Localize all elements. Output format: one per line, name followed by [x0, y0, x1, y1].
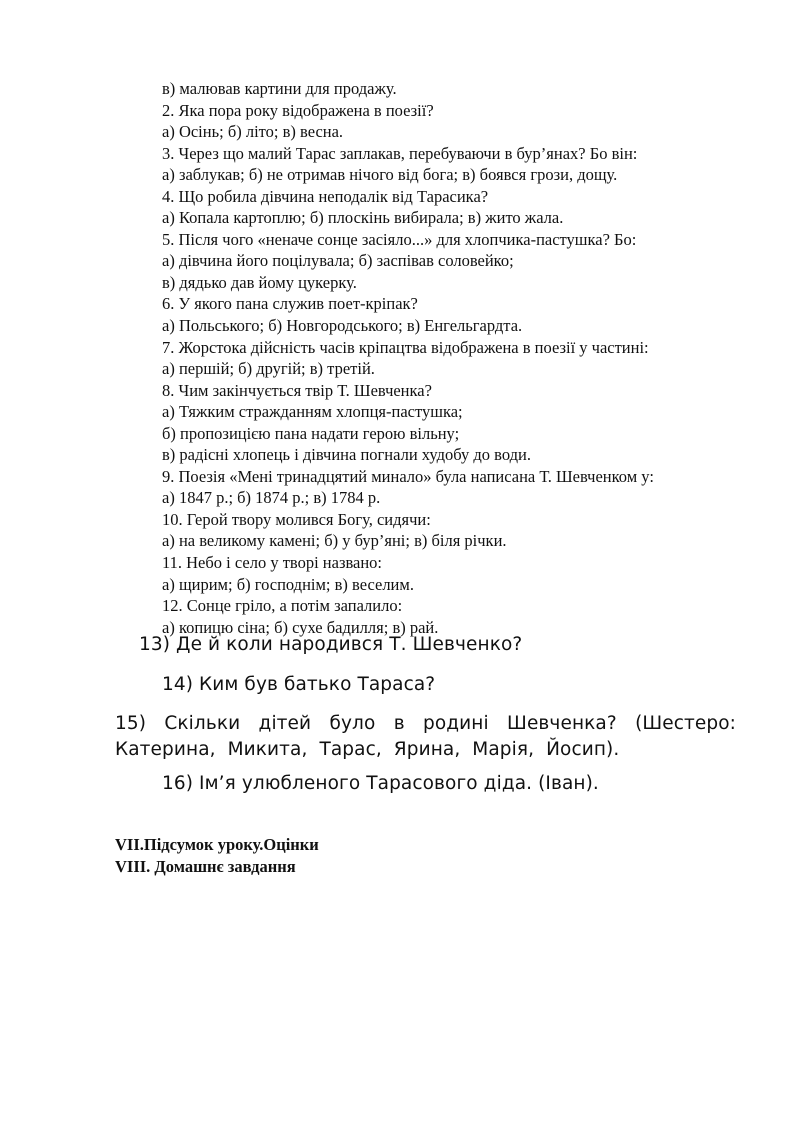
- quiz-line: 8. Чим закінчується твір Т. Шевченка?: [162, 380, 432, 400]
- quiz-line: а) Польського; б) Новгородського; в) Енгельгардта.: [162, 316, 523, 336]
- quiz-line: а) заблукав; б) не отримав нічого від бога; в) боявся грози, дощу.: [162, 165, 618, 185]
- quiz-line: 4. Що робила дівчина неподалік від Тарасика?: [162, 186, 489, 206]
- quiz-line: 6. У якого пана служив поет-кріпак?: [162, 294, 418, 314]
- quiz-line: а) Тяжким стражданням хлопця-пастушка;: [162, 402, 463, 422]
- quiz-list: [162, 78, 762, 638]
- question-15: 15) Скільки дітей було в родині Шевченка? (Шестеро: Катерина, Микита, Тарас, Ярина, Марія, Йосип).: [115, 713, 736, 760]
- question-16: 16) Ім’я улюбленого Тарасового діда. (Іван).: [162, 773, 599, 794]
- quiz-line: а) Осінь; б) літо; в) весна.: [162, 122, 344, 142]
- quiz-line: б) пропозицією пана надати герою вільну;: [162, 423, 460, 443]
- question-14: 14) Ким був батько Тараса?: [162, 674, 436, 695]
- quiz-line: а) на великому камені; б) у бур’яні; в) біля річки.: [162, 531, 507, 551]
- quiz-line: 5. Після чого «неначе сонце засіяло...» для хлопчика-пастушка? Бо:: [162, 229, 637, 249]
- quiz-line: а) копицю сіна; б) сухе бадилля; в) рай.: [162, 617, 439, 637]
- quiz-line: 11. Небо і село у творі названо:: [162, 553, 383, 573]
- quiz-line: в) малював картини для продажу.: [162, 79, 397, 98]
- quiz-line: а) дівчина його поцілувала; б) заспівав соловейко;: [162, 251, 514, 271]
- quiz-line: а) 1847 р.; б) 1874 р.; в) 1784 р.: [162, 488, 381, 508]
- quiz-line: а) першій; б) другій; в) третій.: [162, 359, 375, 379]
- quiz-line: 2. Яка пора року відображена в поезії?: [162, 100, 434, 120]
- question-13: 13) Де й коли народився Т. Шевченко?: [139, 634, 523, 655]
- quiz-line: 3. Через що малий Тарас заплакав, перебуваючи в бур’янах? Бо він:: [162, 143, 638, 163]
- quiz-line: 12. Сонце гріло, а потім запалило:: [162, 596, 403, 616]
- section-heading-summary: VII.Підсумок уроку.Оцінки: [115, 835, 319, 854]
- quiz-line: а) Копала картоплю; б) плоскінь вибирала; в) жито жала.: [162, 208, 564, 228]
- quiz-line: в) дядько дав йому цукерку.: [162, 272, 357, 292]
- quiz-line: а) щирим; б) господнім; в) веселим.: [162, 574, 414, 594]
- quiz-line: 7. Жорстока дійсність часів кріпацтва відображена в поезії у частині:: [162, 337, 649, 357]
- quiz-line: в) радісні хлопець і дівчина погнали худобу до води.: [162, 445, 531, 465]
- quiz-line: 10. Герой твору молився Богу, сидячи:: [162, 509, 431, 529]
- section-heading-homework: VIII. Домашнє завдання: [115, 857, 296, 876]
- quiz-line: 9. Поезія «Мені тринадцятий минало» була написана Т. Шевченком у:: [162, 466, 654, 486]
